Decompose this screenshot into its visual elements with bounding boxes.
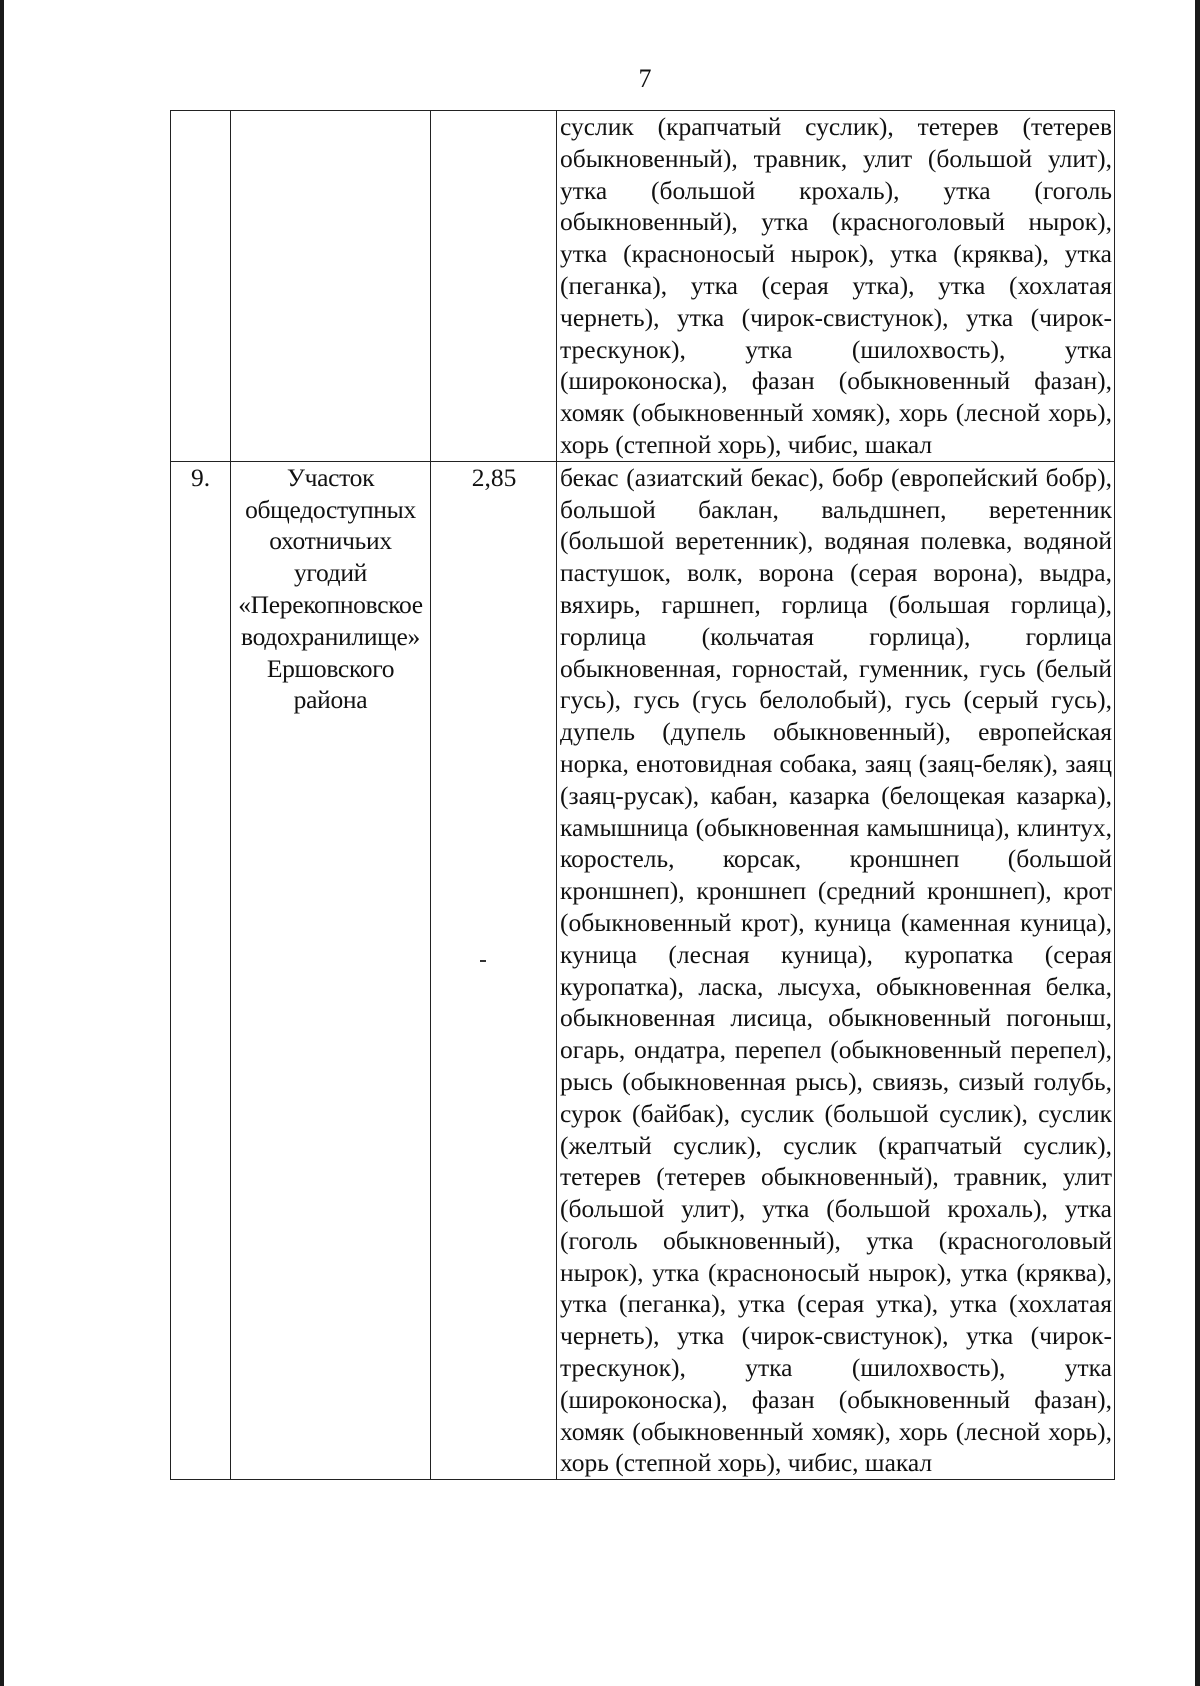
site-name-cell <box>231 111 431 462</box>
site-name-cell <box>231 461 431 1480</box>
species-list-cell: бекас (азиатский бекас), бобр (европейский бобр), большой баклан, вальдшнеп, веретенник (большой веретенник), водяная полевка, водяной пастушок, волк, ворона (серая ворона), выдра, вяхирь, гаршнеп, горлица (большая горлица), горлица (кольчатая горлица), горлица обыкновенная, горностай, гуменник, гусь (белый гусь), гусь (гусь белолобый), гусь (серый гусь), дупель (дупель обыкновенный), европейская норка, енотовидная собака, заяц (заяц-беляк), заяц (заяц-русак), кабан, казарка (белощекая казарка), камышница (обыкновенная камышница), клинтух, коростель, корсак, кроншнеп (большой кроншнеп), кроншнеп (средний кроншнеп), крот (обыкновенный крот), куница (каменная куница), куница (лесная куница), куропатка (серая куропатка), ласка, лысуха, обыкновенная белка, обыкновенная лисица, обыкновенный погоныш, огарь, ондатра, перепел (обыкновенный перепел), рысь (обыкновенная рысь), свиязь, сизый голубь, сурок (байбак), суслик (большой суслик), суслик (желтый суслик), суслик (крапчатый суслик), тетерев (тетерев обыкновенный), травник, улит (большой улит), утка (большой крохаль), утка (гоголь обыкновенный), утка (красноголовый нырок), утка (красноносый нырок), утка (кряква), утка (пеганка), утка (серая утка), утка (хохлатая чернеть), утка (чирок-свистунок), утка (чирок-трескунок), утка (шилохвость), утка (широконоска), фазан (обыкновенный фазан), хомяк (обыкновенный хомяк), хорь (лесной хорь), хорь (степной хорь), чибис, шакал <box>557 461 1115 1480</box>
table-row <box>171 111 1115 462</box>
scan-edge-right <box>1195 0 1200 1686</box>
hunting-grounds-table <box>170 110 1115 1480</box>
row-number-cell <box>171 111 231 462</box>
row-number-cell: 9. <box>171 461 231 1480</box>
species-list-cell: суслик (крапчатый суслик), тетерев (тетерев обыкновенный), травник, улит (большой улит), утка (большой крохаль), утка (гоголь обыкновенный), утка (красноголовый нырок), утка (красноносый нырок), утка (кряква), утка (пеганка), утка (серая утка), утка (хохлатая чернеть), утка (чирок-свистунок), утка (чирок-трескунок), утка (шилохвость), утка (широконоска), фазан (обыкновенный фазан), хомяк (обыкновенный хомяк), хорь (лесной хорь), хорь (степной хорь), чибис, шакал <box>557 111 1115 462</box>
scan-edge-left <box>0 0 4 1686</box>
site-name: Участок общедоступных охотничьих угодий «Перекопновское водохранилище» Ершовского района <box>238 462 423 715</box>
stray-mark <box>480 960 486 962</box>
table-row <box>171 461 1115 1480</box>
page-number: 7 <box>638 64 652 93</box>
area-cell: 2,85 <box>431 461 557 1480</box>
area-cell <box>431 111 557 462</box>
